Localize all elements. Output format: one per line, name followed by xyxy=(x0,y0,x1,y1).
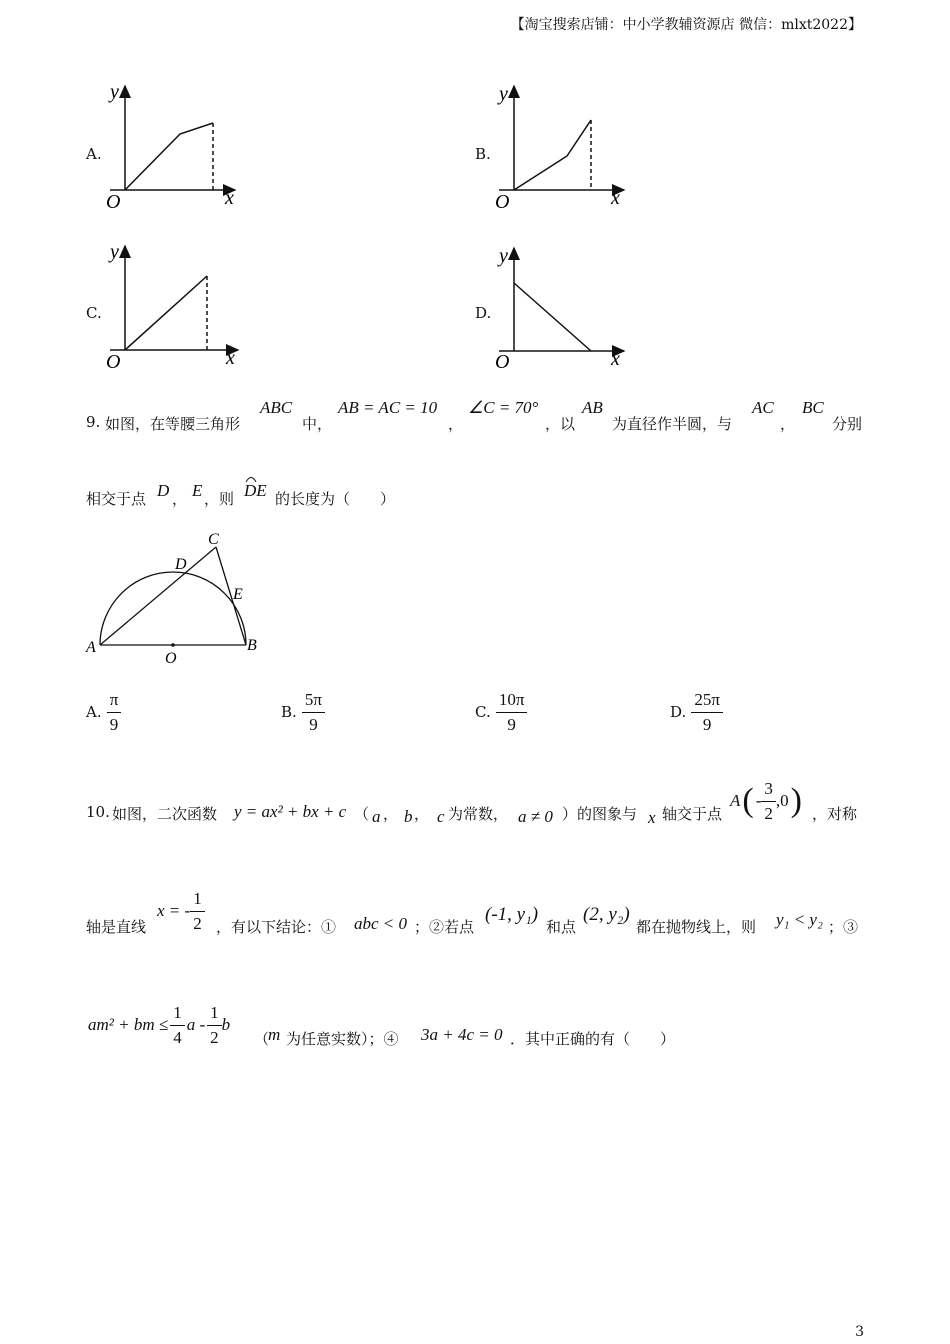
q10-text-8: ，有以下结论：① xyxy=(216,918,337,936)
q9-number: 9. xyxy=(86,413,101,431)
fig-label-d: D xyxy=(175,556,187,573)
q9-comma-3: ， xyxy=(172,490,188,508)
q9-text-8: 的长度为（ ） xyxy=(275,490,396,508)
q10-text-15: ．其中正确的有（ ） xyxy=(510,1030,676,1048)
q9-cond-2: ∠C = 70° xyxy=(468,398,539,417)
option-a-label: A. xyxy=(86,145,102,163)
option-c-label: C. xyxy=(86,304,102,322)
y-axis-label: y xyxy=(499,245,508,267)
q10-point-2: (2, y₂) xyxy=(583,904,630,925)
q10-text-5: 轴交于点 xyxy=(662,805,723,823)
q9-comma: ， xyxy=(448,415,464,433)
q10-number: 10. xyxy=(86,803,110,821)
fig-label-a: A xyxy=(86,639,96,656)
q10-m: m xyxy=(268,1025,281,1044)
q9-point-d: D xyxy=(157,481,170,500)
q10-text-3: 为常数， xyxy=(448,805,509,823)
q10-function: y = ax² + bx + c xyxy=(234,802,347,821)
x-axis-label: x xyxy=(611,348,620,370)
q9-text-1: 如图，在等腰三角形 xyxy=(105,415,241,433)
q9-point-e: E xyxy=(192,481,203,500)
q10-x: x xyxy=(648,808,656,827)
q10-conclusion-3: am² + bm ≤ $\frac{1}{4}$ a - $\frac{1}{2}$ b xyxy=(88,1002,231,1047)
q10-comma-1: ， xyxy=(383,805,399,823)
q9-option-d: D. $\frac{25\pi}{9}$ xyxy=(670,690,723,735)
y-axis-label: y xyxy=(110,81,119,103)
origin-label: O xyxy=(495,351,510,373)
x-axis-label: x xyxy=(225,187,234,209)
y-axis-label: y xyxy=(499,83,508,105)
q10-text-7: 轴是直线 xyxy=(86,918,147,936)
option-label: D. xyxy=(670,703,687,721)
q9-text-5: 分别 xyxy=(832,415,863,433)
fig-label-c: C xyxy=(208,531,219,548)
q9-text-3: ，以 xyxy=(545,415,576,433)
q10-text-13: （ xyxy=(254,1030,270,1048)
graph-c xyxy=(100,238,250,373)
q9-cond-1: AB = AC = 10 xyxy=(338,398,438,417)
q9-triangle: ABC xyxy=(260,398,293,417)
origin-label: O xyxy=(106,351,121,373)
y-axis-label: y xyxy=(110,241,119,263)
q9-option-c: C. $\frac{10\pi}{9}$ xyxy=(475,690,527,735)
q10-text-1: 如图，二次函数 xyxy=(112,805,218,823)
q10-text-11: 都在抛物线上，则 xyxy=(636,918,757,936)
q10-a: a xyxy=(372,807,381,826)
q10-text-9: ；②若点 xyxy=(414,918,475,936)
q10-inequality: y₁ < y₂ xyxy=(776,910,823,929)
q10-b: b xyxy=(404,807,413,826)
q9-text-4: 为直径作半圆，与 xyxy=(612,415,733,433)
q10-comma-2: ， xyxy=(414,805,430,823)
q9-text-2: 中， xyxy=(302,415,333,433)
origin-label: O xyxy=(495,191,510,213)
q9-ac: AC xyxy=(752,398,774,417)
q9-bc: BC xyxy=(802,398,824,417)
graph-b xyxy=(489,78,639,213)
q9-comma-2: ， xyxy=(780,415,796,433)
q9-text-7: ，则 xyxy=(204,490,235,508)
q9-semicircle-figure xyxy=(80,525,280,670)
q10-text-12: ；③ xyxy=(828,918,859,936)
q10-text-2: （ xyxy=(354,805,370,823)
q10-conclusion-1: abc < 0 xyxy=(354,914,408,933)
q10-text-14: 为任意实数）；④ xyxy=(286,1030,399,1048)
option-d-label: D. xyxy=(475,304,492,322)
q10-conclusion-4: 3a + 4c = 0 xyxy=(421,1025,503,1044)
option-label: C. xyxy=(475,703,491,721)
q10-text-10: 和点 xyxy=(546,918,577,936)
q10-c: c xyxy=(437,807,445,826)
q9-option-a: A. $\frac{\pi}{9}$ xyxy=(86,690,121,735)
x-axis-label: x xyxy=(611,187,620,209)
page-header: 【淘宝搜索店铺：中小学教辅资源店 微信：mlxt2022】 xyxy=(510,17,862,33)
graph-a xyxy=(100,78,250,213)
fig-label-b: B xyxy=(247,637,257,654)
fig-label-o: O xyxy=(165,650,177,667)
q10-text-6: ，对称 xyxy=(812,805,858,823)
graph-d xyxy=(489,238,639,373)
option-b-label: B. xyxy=(475,145,491,163)
option-label: B. xyxy=(281,703,297,721)
q10-text-4: ）的图象与 xyxy=(562,805,638,823)
q10-axis-of-symmetry: x = - $\frac{1}{2}$ xyxy=(157,886,205,936)
x-axis-label: x xyxy=(226,347,235,369)
q10-point-1: (-1, y₁) xyxy=(485,904,539,925)
page-number: 3 xyxy=(855,1324,864,1340)
q10-point-a: A ( - $\frac{3}{2}$ ,0 ) xyxy=(730,778,802,823)
q9-option-b: B. $\frac{5\pi}{9}$ xyxy=(281,690,325,735)
q9-text-6: 相交于点 xyxy=(86,490,147,508)
q10-a-ne-0: a ≠ 0 xyxy=(518,807,553,826)
option-label: A. xyxy=(86,703,102,721)
q9-arc-de: DE xyxy=(244,481,267,500)
fig-label-e: E xyxy=(233,586,243,603)
q9-ab: AB xyxy=(582,398,603,417)
origin-label: O xyxy=(106,191,121,213)
